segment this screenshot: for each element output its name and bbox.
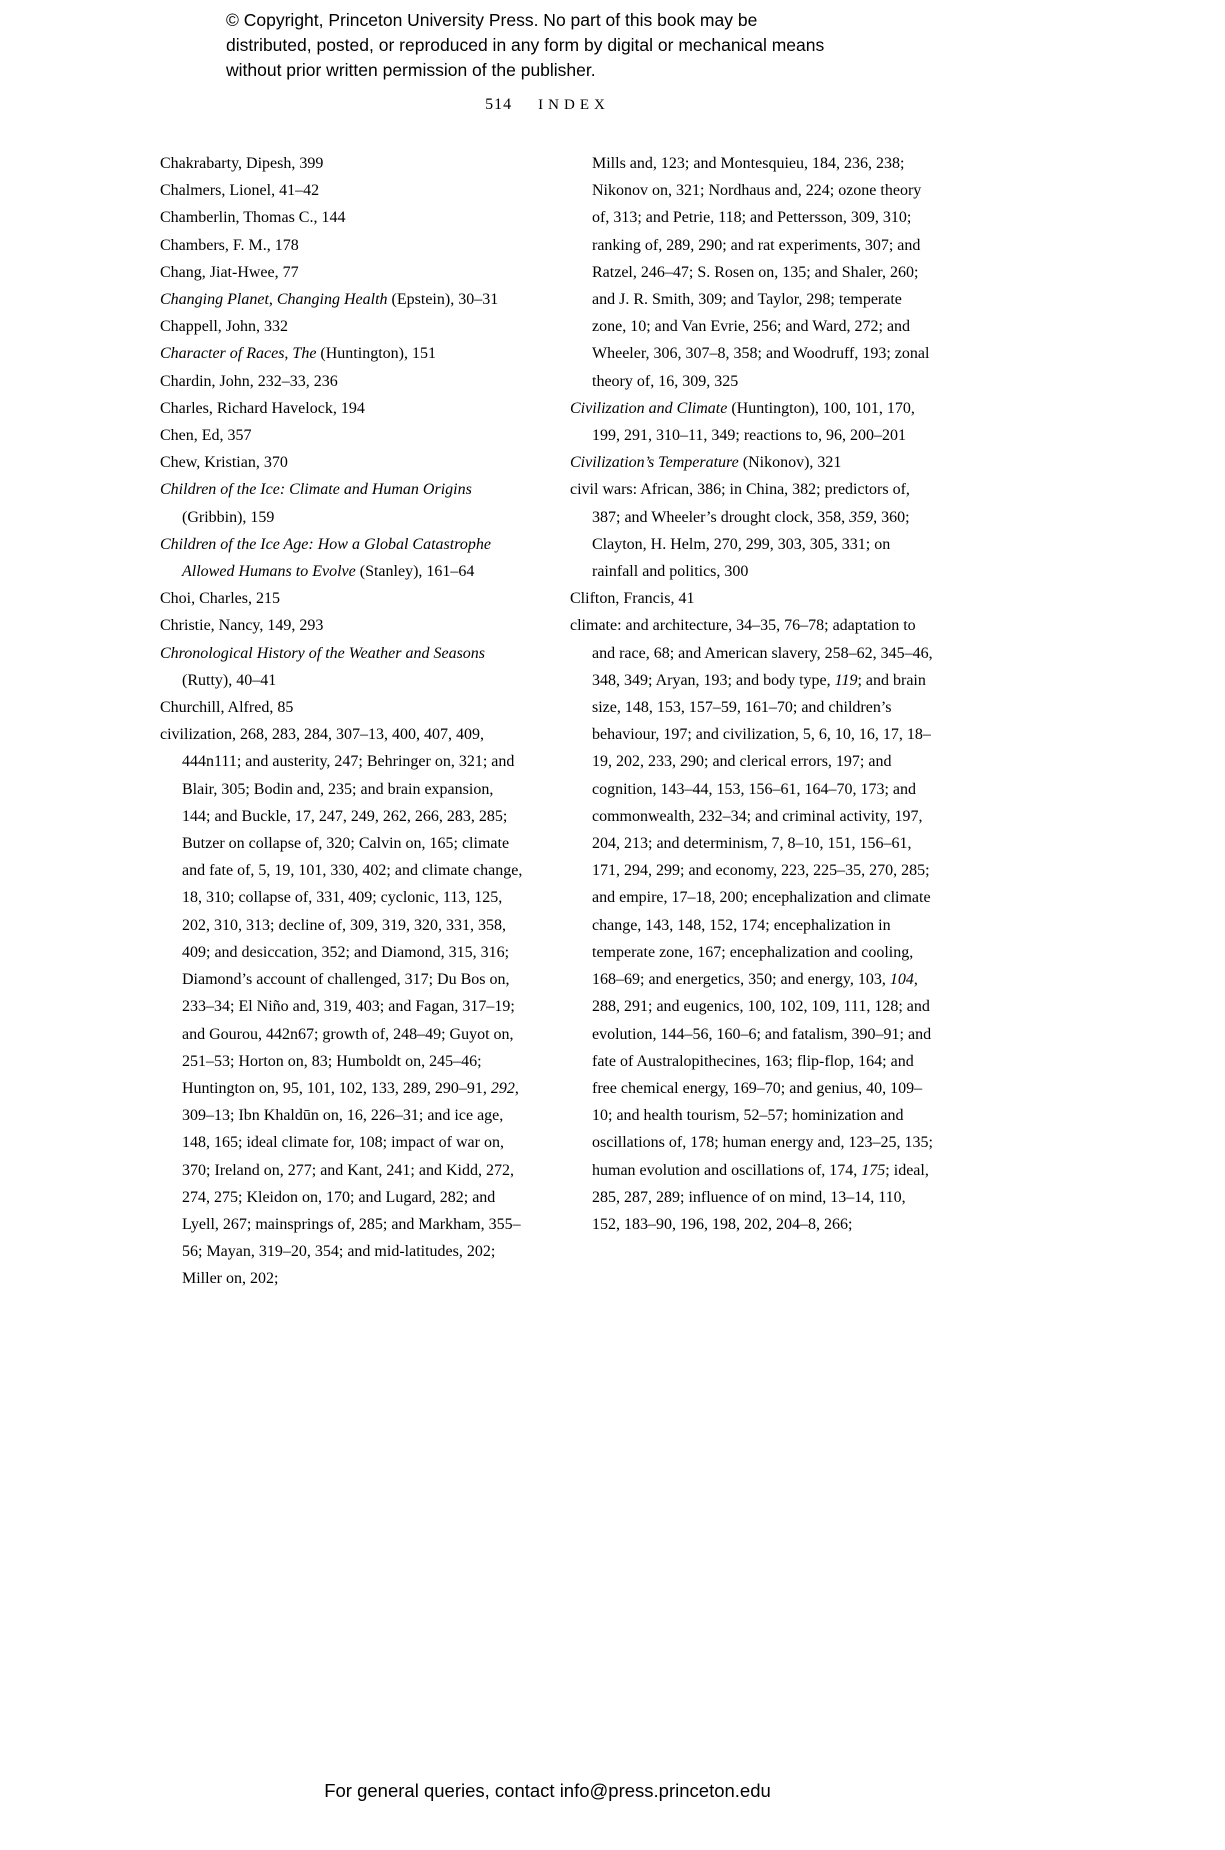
index-entry-continuation: Mills and, 123; and Montesquieu, 184, 236, 238; Nikonov on, 321; Nordhaus and, 224; ozone theory of, 313; and Petrie, 118; and Pettersson, 309, 310; ranking of, 289, 290; and rat experiments, 307; and Ratzel, 246–47; S. Rosen on, 135; and Shaler, 260; and J. R. Smith, 309; and Taylor, 298; temperate zone, 10; and Van Evrie, 256; and Ward, 272; and Wheeler, 306, 307–8, 358; and Woodruff, 193; zonal theory of, 16, 309, 325 (592, 155, 930, 390)
page-number: 514 (485, 96, 513, 113)
index-entry: Christie, Nancy, 149, 293 (160, 617, 324, 635)
index-entry-italic-text: Character of Races, The (160, 345, 317, 363)
index-entry: Churchill, Alfred, 85 (160, 699, 294, 717)
copyright-notice: © Copyright, Princeton University Press. No part of this book may be distributed, posted, or reproduced in any form by digital or mechanical means without prior written permission of the publisher. (226, 10, 825, 80)
index-entry-italic-text: 104 (889, 971, 914, 989)
index-entry-italic-text: 119 (834, 671, 858, 689)
index-entry-italic-text: Children of the Ice: Climate and Human Origins (160, 481, 472, 499)
index-entry: Chambers, F. M., 178 (160, 236, 299, 254)
index-entry: Choi, Charles, 215 (160, 590, 280, 608)
index-entry: Chalmers, Lionel, 41–42 (160, 182, 320, 200)
index-column-right (570, 150, 935, 1293)
index-entry: Chen, Ed, 357 (160, 427, 252, 445)
index-entry-italic-text: Civilization’s Temperature (570, 454, 739, 472)
index-entry-italic-text: Civilization and Climate (570, 399, 728, 417)
index-entry: civilization, 268, 283, 284, 307–13, 400, 407, 409, 444n111; and austerity, 247; Behringer on, 321; and Blair, 305; Bodin and, 235; and brain expansion, 144; and Buckle, 17, 247, 249, 262, 266, 283, 285; Butzer on collapse of, 320; Calvin on, 165; climate and fate of, 5, 19, 101, 330, 402; and climate change, 18, 310; collapse of, 331, 409; cyclonic, 113, 125, 202, 310, 313; decline of, 309, 319, 320, 331, 358, 409; and desiccation, 352; and Diamond, 315, 316; Diamond’s account of challenged, 317; Du Bos on, 233–34; El Niño and, 319, 403; and Fagan, 317–19; and Gourou, 442n67; growth of, 248–49; Guyot on, 251–53; Horton on, 83; Humboldt on, 245–46; Huntington on, 95, 101, 102, 133, 289, 290–91, 292, 309–13; Ibn Khaldūn on, 16, 226–31; and ice age, 148, 165; ideal climate for, 108; impact of war on, 370; Ireland on, 277; and Kant, 241; and Kidd, 272, 274, 275; Kleidon on, 170; and Lugard, 282; and Lyell, 267; mainsprings of, 285; and Markham, 355–56; Mayan, 319–20, 354; and mid-latitudes, 202; Miller on, 202; (160, 726, 523, 1288)
index-entry-italic-text: Children of the Ice Age: How a Global Catastrophe Allowed Humans to Evolve (160, 535, 491, 581)
footer-contact-note: For general queries, contact info@press.princeton.edu (324, 1780, 771, 1801)
running-head (160, 96, 935, 114)
index-entry: Clifton, Francis, 41 (570, 590, 695, 608)
section-title: INDEX (538, 97, 610, 113)
index-entry: Chakrabarty, Dipesh, 399 (160, 155, 324, 172)
index-entry-italic-text: 175 (861, 1161, 886, 1179)
index-entry: Children of the Ice Age: How a Global Catastrophe Allowed Humans to Evolve (Stanley), 161–64 (160, 535, 491, 581)
index-entry-italic-text: 292 (490, 1079, 515, 1097)
index-entry-italic-text: 359 (849, 508, 874, 526)
index-entry: Chang, Jiat-Hwee, 77 (160, 263, 299, 281)
index-entry: Civilization’s Temperature (Nikonov), 321 (570, 454, 842, 472)
index-entry: Charles, Richard Havelock, 194 (160, 399, 365, 417)
index-column-left (160, 150, 525, 1293)
index-columns (160, 150, 935, 1293)
index-entry: Children of the Ice: Climate and Human Origins (Gribbin), 159 (160, 481, 472, 526)
index-entry: Character of Races, The (Huntington), 151 (160, 345, 436, 363)
index-entry: Chappell, John, 332 (160, 318, 288, 336)
index-entry: Civilization and Climate (Huntington), 100, 101, 170, 199, 291, 310–11, 349; reactions to, 96, 200–201 (570, 399, 915, 445)
index-entry: Chardin, John, 232–33, 236 (160, 372, 338, 390)
index-entry-italic-text: Changing Planet, Changing Health (160, 291, 388, 309)
index-entry: Chew, Kristian, 370 (160, 454, 288, 472)
index-entry: civil wars: African, 386; in China, 382; predictors of, 387; and Wheeler’s drought clock, 358, 359, 360; Clayton, H. Helm, 270, 299, 303, 305, 331; on rainfall and politics, 300 (570, 481, 910, 581)
index-entry: climate: and architecture, 34–35, 76–78; adaptation to and race, 68; and American slavery, 258–62, 345–46, 348, 349; Aryan, 193; and body type, 119; and brain size, 148, 153, 157–59, 161–70; and children’s behaviour, 197; and civilization, 5, 6, 10, 16, 17, 18–19, 202, 233, 290; and clerical errors, 197; and cognition, 143–44, 153, 156–61, 164–70, 173; and commonwealth, 232–34; and criminal activity, 197, 204, 213; and determinism, 7, 8–10, 151, 156–61, 171, 294, 299; and economy, 223, 225–35, 270, 285; and empire, 17–18, 200; encephalization and climate change, 143, 148, 152, 174; encephalization in temperate zone, 167; encephalization and cooling, 168–69; and energetics, 350; and energy, 103, 104, 288, 291; and eugenics, 100, 102, 109, 111, 128; and evolution, 144–56, 160–6; and fatalism, 390–91; and fate of Australopithecines, 163; flip-flop, 164; and free chemical energy, 169–70; and genius, 40, 109–10; and health tourism, 52–57; hominization and oscillations of, 178; human energy and, 123–25, 135; human evolution and oscillations of, 174, 175; ideal, 285, 287, 289; influence of on mind, 13–14, 110, 152, 183–90, 196, 198, 202, 204–8, 266; (570, 617, 933, 1233)
index-entry: Chronological History of the Weather and Seasons (Rutty), 40–41 (160, 644, 486, 689)
index-entry-italic-text: Chronological History of the Weather and Seasons (160, 644, 486, 662)
index-entry: Chamberlin, Thomas C., 144 (160, 209, 346, 227)
index-entry: Changing Planet, Changing Health (Epstein), 30–31 (160, 291, 499, 309)
